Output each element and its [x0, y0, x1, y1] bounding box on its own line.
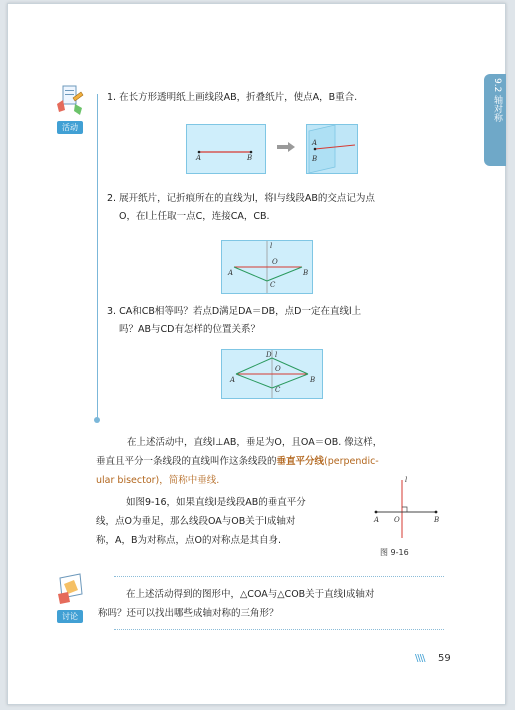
point-label-c: C: [270, 281, 276, 289]
activity-step-3-line-1: 3. CA和CB相等吗？若点D满足DA＝DB，点D一定在直线l上: [107, 306, 362, 317]
activity-step-1: 1. 在长方形透明纸上画线段AB，折叠纸片，使点A，B重合.: [107, 92, 358, 103]
definition-paragraph-line-2: [96, 453, 446, 471]
point-label-c-3: C: [275, 386, 281, 394]
figure-rhombus-cd: [221, 349, 323, 399]
segment-ab-drawing: [187, 125, 265, 173]
point-label-a-3: A: [230, 376, 236, 384]
figure-fold-line-triangle: [221, 240, 313, 294]
discussion-top-divider: [114, 576, 444, 577]
example-line-3: 称，A，B为对称点，点O的对称点是其自身.: [96, 535, 282, 546]
folded-paper-drawing: [305, 123, 359, 175]
discussion-tag: 讨论: [57, 610, 83, 623]
point-label-o: O: [272, 258, 278, 266]
activity-step-3-line-2: 吗？AB与CD有怎样的位置关系？: [119, 324, 260, 335]
figure-paper-with-segment: [186, 124, 266, 174]
perpendicular-bisector-drawing: [374, 476, 450, 542]
example-line-2: 线，点O为垂足，那么线段OA与OB关于l成轴对: [96, 516, 296, 527]
figure-9-16: [374, 476, 450, 542]
activity-side-line: [97, 94, 98, 419]
point-label-a: A: [196, 154, 202, 162]
point-label-b-916: B: [434, 516, 440, 524]
rhombus-drawing: [222, 350, 322, 398]
activity-step-2-line-2: O，在l上任取一点C，连接CA，CB.: [119, 211, 270, 222]
point-label-d: D: [266, 351, 272, 359]
discussion-line-1: 在上述活动得到的图形中，△COA与△COB关于直线l成轴对: [126, 589, 375, 600]
point-label-o-3: O: [275, 365, 281, 373]
arrow-right-icon: [277, 142, 295, 152]
activity-step-2-line-1: 2. 展开纸片，记折痕所在的直线为l，将l与线段AB的交点记为点: [107, 193, 375, 204]
point-label-o-916: O: [394, 516, 400, 524]
term-english: (perpendic-: [324, 456, 379, 467]
point-label-a-916: A: [374, 516, 380, 524]
activity-end-dot: [94, 417, 100, 423]
textbook-page: [7, 3, 506, 705]
point-label-a-folded: A: [312, 139, 318, 147]
line-label-l-916: l: [405, 476, 408, 484]
chapter-side-label: 9.2 轴对称: [492, 78, 502, 123]
term-english-continued: ular bisector)，简称中垂线.: [96, 475, 220, 486]
fold-triangle-drawing: [222, 241, 312, 293]
discussion-bottom-divider: [114, 629, 444, 630]
point-label-b-folded: B: [312, 155, 318, 163]
figure-folded-paper: [306, 124, 358, 174]
definition-text: 垂直且平分一条线段的直线叫作这条线段的: [96, 456, 277, 467]
activity-tag: 活动: [57, 121, 83, 134]
discussion-paper-icon: [56, 572, 86, 606]
line-label-l: l: [270, 242, 273, 250]
definition-paragraph-line-1: 在上述活动中，直线l⊥AB，垂足为O，且OA＝OB. 像这样，: [127, 437, 383, 448]
point-label-b-3: B: [310, 376, 316, 384]
discussion-line-2: 称吗？还可以找出哪些成轴对称的三角形？: [98, 608, 279, 619]
figure-caption: 图 9-16: [380, 548, 409, 557]
page-number-decoration: \\\\: [415, 653, 425, 664]
point-label-b-2: B: [303, 269, 309, 277]
chapter-side-tab: [484, 74, 506, 166]
point-label-b: B: [247, 154, 253, 162]
point-label-a-2: A: [228, 269, 234, 277]
page-number: 59: [438, 653, 451, 664]
example-line-1: 如图9-16，如果直线l是线段AB的垂直平分: [126, 497, 306, 508]
activity-pencil-icon: [55, 84, 85, 120]
term-perpendicular-bisector: 垂直平分线: [276, 456, 325, 467]
line-label-l-3: l: [275, 351, 278, 359]
